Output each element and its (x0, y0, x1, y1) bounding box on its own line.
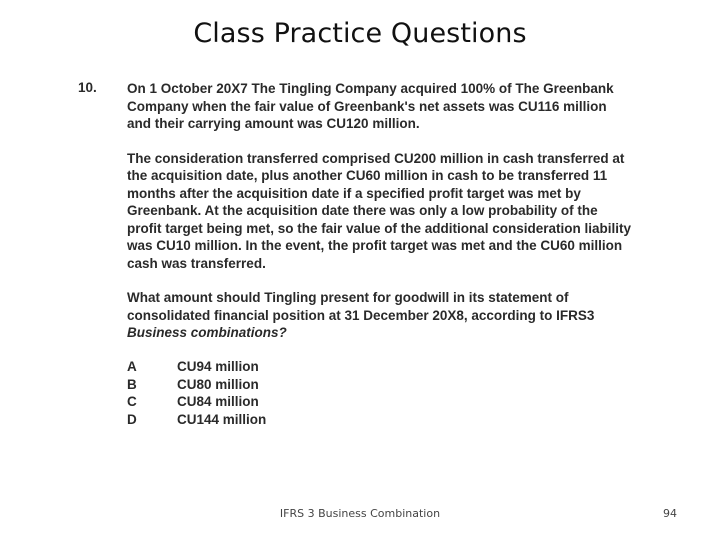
option-letter: D (127, 411, 137, 427)
option-text: CU80 million (177, 376, 259, 392)
question-prompt (127, 289, 657, 342)
option-letter: B (127, 376, 137, 392)
answer-option-d (127, 411, 266, 429)
option-letter: A (127, 359, 137, 374)
page-number: 94 (663, 507, 677, 520)
question-number: 10. (78, 80, 97, 95)
answer-option-c (127, 393, 266, 411)
question-paragraph-1: On 1 October 20X7 The Tingling Company acquired 100% of The Greenbank Company when the fair value of Greenbank's net assets was CU116 million and their carrying amount was CU120 million. (127, 81, 614, 131)
question-paragraph-2: The consideration transferred comprised CU200 million in cash transferred at the acquisition date, plus another CU60 million in cash to be transferred 11 months after the acquisition date if a specified profit target was met by Greenbank. At the acquisition date there was only a low probability of the profit target being met, so the fair value of the additional consideration liability was CU10 million. In the event, the profit target was met and the CU60 million cash was transferred. (127, 150, 632, 271)
question-prompt-italic: Business combinations? (127, 325, 287, 340)
option-text: CU144 million (177, 411, 267, 427)
answer-option-b (127, 376, 266, 394)
slide-footer: IFRS 3 Business Combination (279, 507, 441, 520)
answer-option-a (127, 358, 266, 376)
option-letter: C (127, 394, 137, 409)
option-text: CU84 million (177, 394, 259, 409)
slide-title: Class Practice Questions (193, 18, 527, 49)
question-body (127, 80, 657, 342)
answer-options (127, 358, 266, 428)
option-text: CU94 million (177, 359, 259, 374)
question-prompt-text: What amount should Tingling present for goodwill in its statement of consolidated financial position at 31 December 20X8, according to IFRS3 (127, 290, 595, 323)
